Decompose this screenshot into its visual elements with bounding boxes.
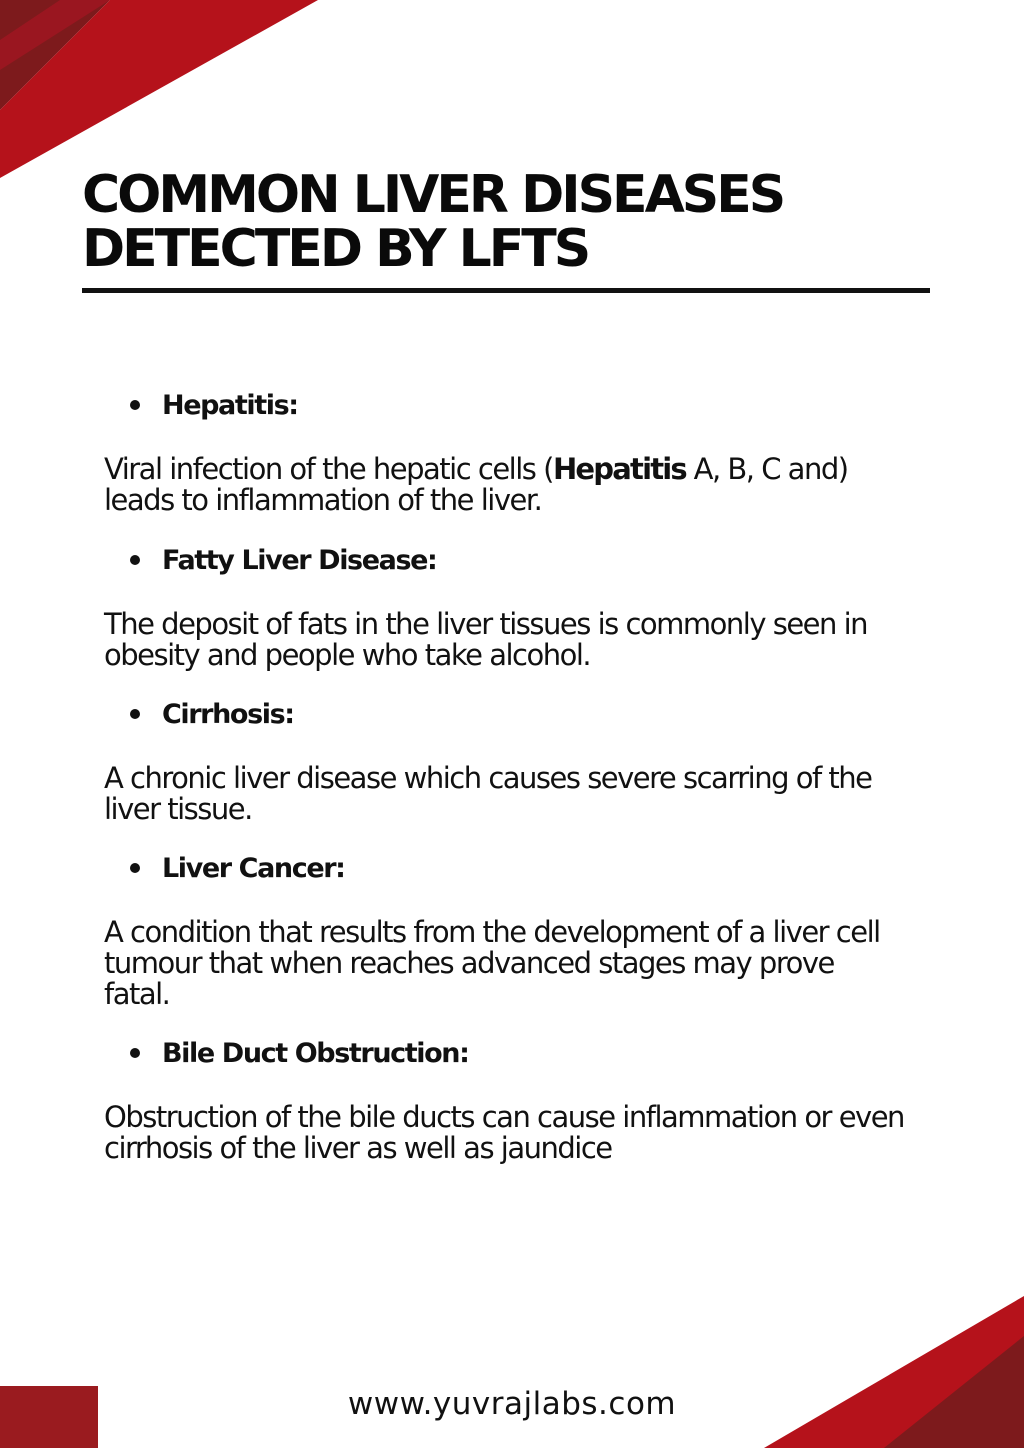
item-heading: [130, 851, 904, 885]
bullet-icon: [130, 709, 140, 719]
list-item-liver-cancer: [104, 851, 904, 1010]
bullet-icon: [130, 1048, 140, 1058]
item-heading: [130, 1036, 904, 1070]
item-description: A condition that results from the development of a liver cell tumour that when reaches advanced stages may prove fatal.: [104, 915, 880, 1011]
list-item-cirrhosis: [104, 697, 904, 825]
item-heading: [130, 697, 904, 731]
item-description: Viral infection of the hepatic cells (Hepatitis A, B, C and) leads to inflammation of the liver.: [104, 452, 848, 517]
list-item-fatty-liver: [104, 543, 904, 671]
item-heading-label: Bile Duct Obstruction:: [162, 1037, 469, 1069]
item-heading: [130, 388, 904, 422]
item-description: The deposit of fats in the liver tissues is commonly seen in obesity and people who take alcohol.: [104, 607, 868, 672]
item-description: A chronic liver disease which causes severe scarring of the liver tissue.: [104, 761, 872, 826]
bullet-icon: [130, 555, 140, 565]
title-underline: [82, 288, 930, 293]
bullet-icon: [130, 400, 140, 410]
item-heading-label: Liver Cancer:: [162, 852, 345, 884]
item-heading-label: Fatty Liver Disease:: [162, 544, 437, 576]
bottom-right-corner-decoration: [764, 1296, 1024, 1448]
item-heading: [130, 543, 904, 577]
list-item-hepatitis: [104, 388, 904, 516]
item-heading-label: Hepatitis:: [162, 389, 298, 421]
emphasis-text: Hepatitis: [552, 452, 686, 486]
item-description: Obstruction of the bile ducts can cause inflammation or even cirrhosis of the liver as well as jaundice: [104, 1100, 904, 1165]
bullet-icon: [130, 863, 140, 873]
item-heading-label: Cirrhosis:: [162, 698, 294, 730]
title-line-2: DETECTED BY LFTS: [82, 219, 589, 279]
list-item-bile-duct: [104, 1036, 904, 1164]
page-title: [82, 165, 784, 279]
title-line-1: COMMON LIVER DISEASES: [82, 165, 784, 225]
top-left-corner-decoration: [0, 0, 320, 180]
footer-website: www.yuvrajlabs.com: [347, 1386, 677, 1422]
